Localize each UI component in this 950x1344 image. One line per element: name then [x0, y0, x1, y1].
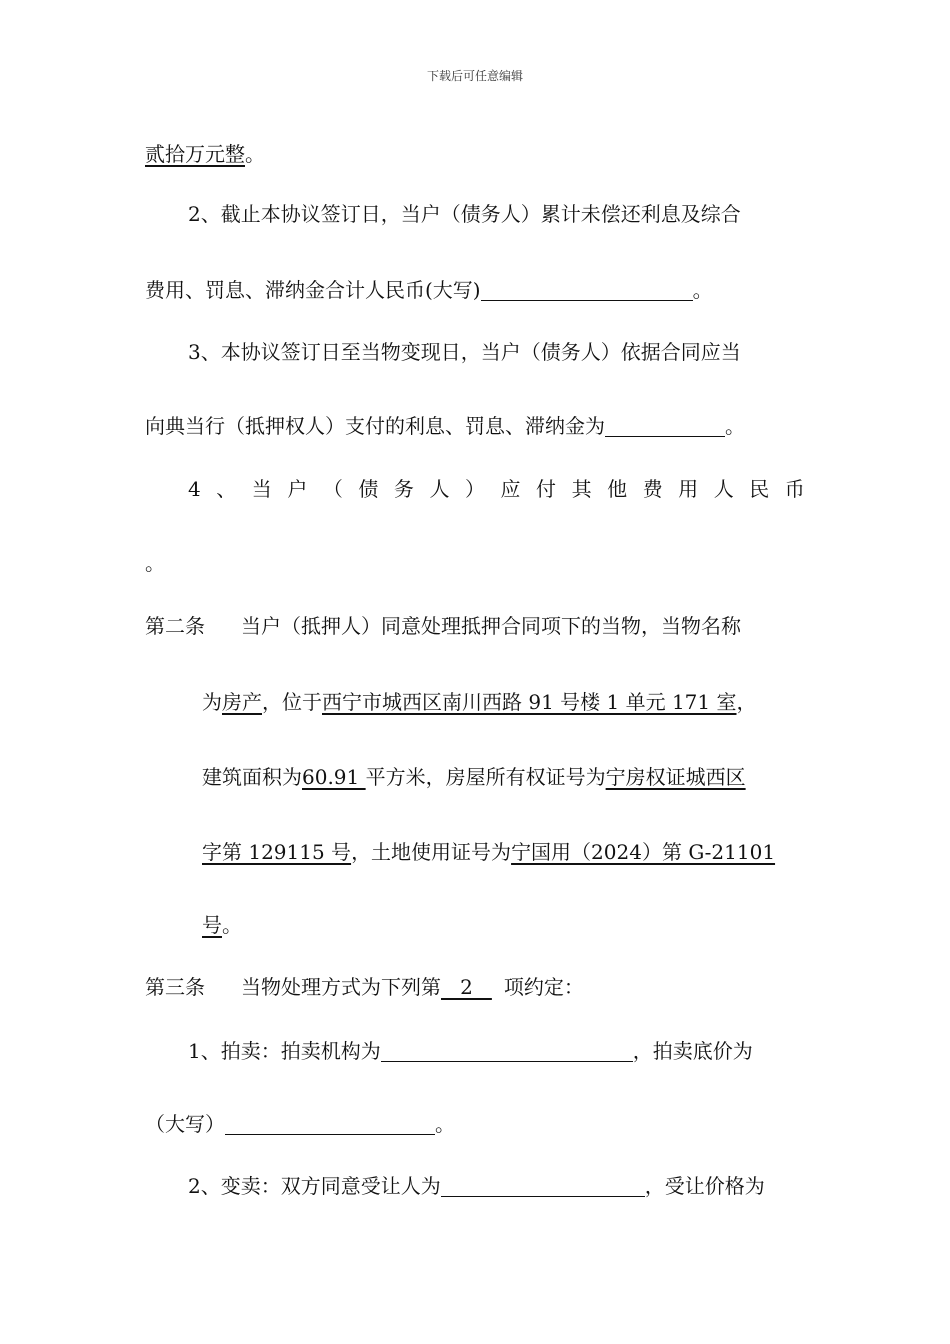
- certificate-number-cont: 字第 129115 号: [202, 840, 352, 864]
- text: 平方米，房屋所有权证号为: [365, 765, 606, 789]
- line-5: [145, 413, 745, 439]
- char: 币: [784, 477, 805, 501]
- text: 建筑面积为: [202, 765, 302, 789]
- text: ，位于: [262, 690, 322, 714]
- line-9: [202, 689, 757, 715]
- char: 他: [607, 477, 628, 501]
- line-10: [202, 764, 746, 790]
- article-2-heading: [145, 613, 741, 639]
- line-5-text: 向典当行（抵押权人）支付的利息、罚息、滞纳金为: [145, 414, 605, 438]
- char: 人: [713, 477, 734, 501]
- text: ，: [736, 690, 757, 714]
- article-3-heading: [145, 974, 584, 1000]
- article-number: 第二条: [145, 614, 205, 638]
- text: 当物处理方式为下列第: [241, 975, 441, 999]
- line-3-text: 费用、罚息、滞纳金合计人民币(大写): [145, 278, 481, 302]
- land-certificate-number: 宁国用（2024）第 G-21101: [511, 840, 776, 864]
- char: 其: [571, 477, 592, 501]
- line-7: 。: [145, 551, 165, 575]
- char: 当: [251, 477, 272, 501]
- line-11: [202, 839, 775, 865]
- char: 户: [287, 477, 308, 501]
- line-3: [145, 277, 713, 303]
- article-number: 第三条: [145, 975, 205, 999]
- line-12: [202, 912, 242, 938]
- char: 用: [678, 477, 699, 501]
- punct: 。: [692, 278, 713, 302]
- text: 2、变卖：双方同意受让人为: [188, 1174, 441, 1198]
- property-address: 西宁市城西区南川西路 91 号楼 1 单元 171 室: [322, 690, 737, 714]
- char: 债: [358, 477, 379, 501]
- text: ，拍卖底价为: [632, 1039, 753, 1063]
- char: 人: [429, 477, 450, 501]
- line-16: [188, 1173, 765, 1199]
- line-2: 2、截止本协议签订日，当户（债务人）累计未偿还利息及综合: [188, 202, 741, 226]
- line-14: [188, 1038, 753, 1064]
- blank-field: [225, 1112, 435, 1135]
- char: ）: [464, 477, 485, 501]
- punct: 。: [222, 913, 242, 937]
- blank-field: [481, 278, 693, 301]
- text: ，土地使用证号为: [351, 840, 512, 864]
- blank-field: [381, 1039, 633, 1062]
- line-1: [145, 141, 265, 167]
- punct: 。: [245, 142, 265, 166]
- text: ，受让价格为: [644, 1174, 765, 1198]
- certificate-number: 宁房权证城西区: [605, 765, 746, 789]
- line-6: [188, 476, 805, 502]
- option-number: 2: [441, 975, 492, 999]
- article-text: 当户（抵押人）同意处理抵押合同项下的当物，当物名称: [241, 614, 741, 638]
- char: 付: [536, 477, 557, 501]
- property-name: 房产: [222, 690, 262, 714]
- line-4: 3、本协议签订日至当物变现日，当户（债务人）依据合同应当: [188, 340, 741, 364]
- page-header: 下载后可任意编辑: [426, 69, 523, 83]
- text: 为: [202, 690, 222, 714]
- text: （大写）: [145, 1112, 225, 1136]
- char: 费: [642, 477, 663, 501]
- char: 应: [500, 477, 521, 501]
- land-certificate-end: 号: [202, 913, 222, 937]
- char: 、: [216, 477, 237, 501]
- text: 项约定：: [503, 975, 584, 999]
- char: （: [322, 477, 343, 501]
- blank-field: [605, 414, 725, 437]
- line-15: [145, 1111, 455, 1137]
- area-value: 60.91: [302, 765, 366, 789]
- punct: 。: [435, 1112, 455, 1136]
- text: 1、拍卖：拍卖机构为: [188, 1039, 381, 1063]
- char: 民: [749, 477, 770, 501]
- punct: 。: [725, 414, 745, 438]
- char: 务: [393, 477, 414, 501]
- blank-field: [441, 1174, 645, 1197]
- char: 4: [188, 477, 201, 501]
- amount-text: 贰拾万元整: [145, 142, 245, 166]
